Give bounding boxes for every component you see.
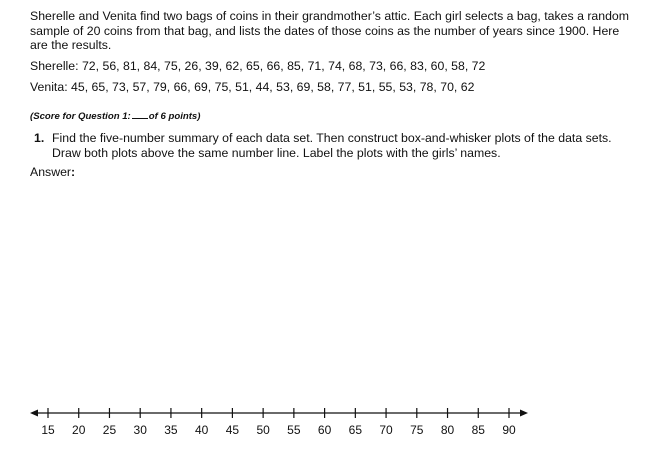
- tick-label-30: 30: [133, 423, 147, 437]
- answer-label: [30, 165, 75, 179]
- answer-label-colon: :: [71, 165, 76, 179]
- tick-label-80: 80: [440, 423, 455, 437]
- tick-label-75: 75: [410, 423, 424, 437]
- tick-label-45: 45: [225, 423, 240, 437]
- number-line-right-arrow: [520, 410, 528, 417]
- tick-label-20: 20: [72, 423, 86, 437]
- tick-label-35: 35: [164, 423, 178, 437]
- question-text: Find the five-number summary of each data set. Then construct box-and-whisker plots of the data sets. Draw both plots above the same number line. Label the plots with the girls’ names.: [52, 131, 612, 160]
- tick-label-50: 50: [256, 423, 270, 437]
- tick-label-40: 40: [194, 423, 209, 437]
- tick-label-25: 25: [102, 423, 117, 437]
- venita-label: Venita:: [30, 80, 68, 94]
- tick-label-90: 90: [502, 423, 516, 437]
- venita-data-line: [30, 80, 474, 95]
- tick-label-85: 85: [471, 423, 485, 437]
- intro-paragraph: Sherelle and Venita find two bags of coins in their grandmother’s attic. Each girl selects a bag, takes a random sample of 20 coins from that bag, and lists the dates of those coins as the number of years since 1900. Here are the results.: [30, 9, 630, 53]
- answer-label-text: Answer: [30, 165, 72, 179]
- tick-label-65: 65: [348, 423, 363, 437]
- sherelle-values: 72, 56, 81, 84, 75, 26, 39, 62, 65, 66, 85, 71, 74, 68, 73, 66, 83, 60, 58, 72: [81, 59, 486, 73]
- question-number: 1.: [34, 131, 45, 145]
- sherelle-label: Sherelle:: [30, 59, 79, 73]
- number-line-left-arrow: [30, 410, 38, 417]
- tick-label-55: 55: [287, 423, 301, 437]
- score-line: [30, 111, 200, 122]
- score-suffix: of 6 points): [148, 111, 201, 122]
- tick-label-15: 15: [41, 423, 55, 437]
- venita-values: 45, 65, 73, 57, 79, 66, 69, 75, 51, 44, 53, 69, 58, 77, 51, 55, 53, 78, 70, 62: [71, 80, 475, 94]
- score-blank: [132, 118, 148, 119]
- sherelle-data-line: [30, 59, 485, 74]
- number-line: [0, 400, 646, 440]
- tick-label-60: 60: [317, 423, 332, 437]
- score-prefix: (Score for Question 1:: [30, 111, 131, 122]
- tick-label-70: 70: [379, 423, 393, 437]
